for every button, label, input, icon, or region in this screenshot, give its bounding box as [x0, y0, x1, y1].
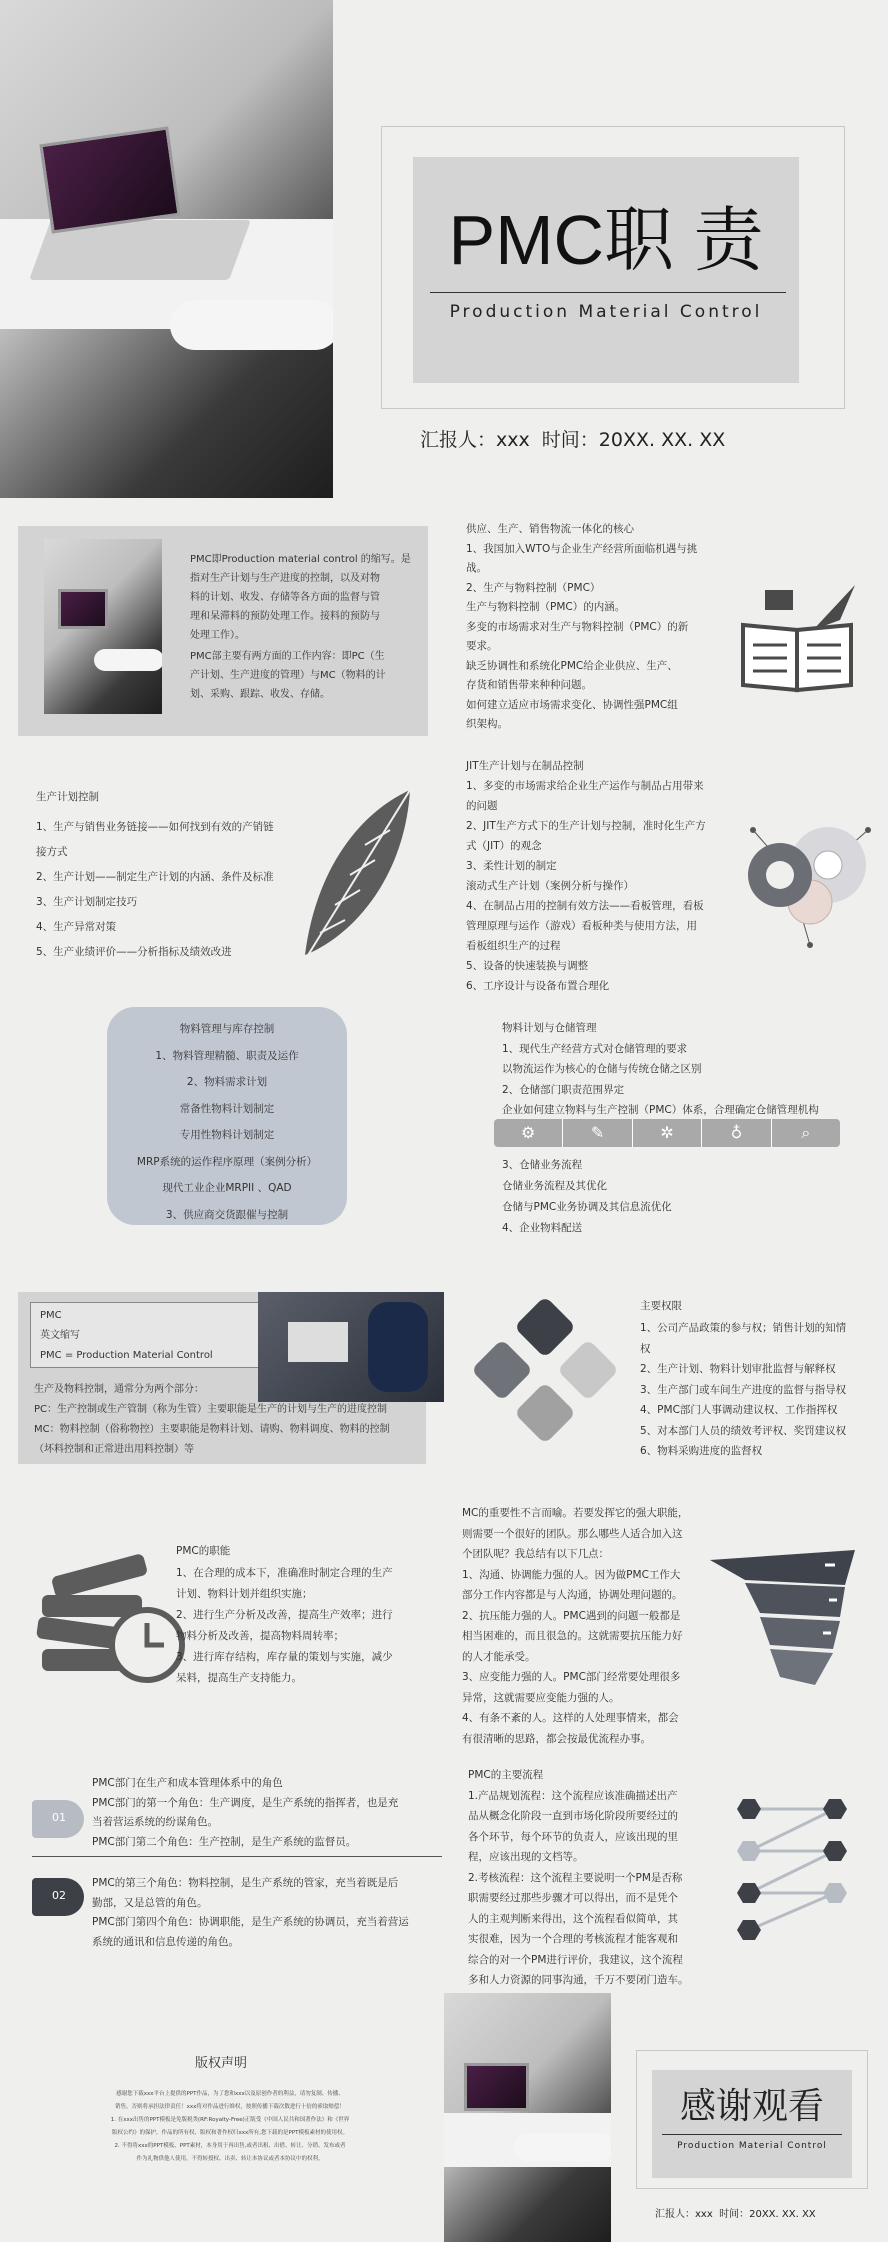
- important-text: MC的重要性不言而喻。若要发挥它的强大职能， 则需要一个很好的团队。那么哪些人适合加入这 个团队呢？我总结有以下几点： 1、沟通、协调能力强的人。因为做PMC工作大 部分工作内容都是与人沟通，协调处理问题的。 2、抗压能力强的人。PMC遇到的问题一般都是 相当困难的，而且很急的。这就需要抗压能力好 的人才能承受。 3、应变能力强的人。PMC部门经常要处理很多 异常，这就需要应变能力强的人。 4、有条不紊的人。这样的人处理事情来，都会 有很清晰的思路，都会按最优流程办事。: [462, 1507, 689, 1745]
- diamond-bottom: [514, 1382, 576, 1444]
- copyright-title: 版权声明: [195, 2056, 248, 2071]
- thanks-photo: [444, 1993, 611, 2242]
- cover-title: PMC职 责: [448, 201, 764, 279]
- settings-icon: ⚙: [494, 1119, 563, 1147]
- badge-02-label: 02: [52, 1889, 66, 1902]
- roles-group2: PMC的第三个角色：物料控制，是生产系统的管家，充当着既是后 勤部，又是总管的角色。 PMC部门第四个角色：协调职能，是生产系统的协调员，充当着营运 系统的通讯和信息传递的角色。: [92, 1877, 409, 1948]
- roles-group1: PMC部门在生产和成本管理体系中的角色 PMC部门的第一个角色：生产调度，是生产系统的指挥者，也是充 当着营运系统的纷谋角色。 PMC部门第二个角色：生产控制，是生产系统的监督员。: [92, 1777, 399, 1848]
- warehouse-icon-bar: [494, 1119, 840, 1147]
- thanks-subtitle: Production Material Control: [677, 2141, 827, 2151]
- bulb-icon: ♁: [702, 1119, 771, 1147]
- cover-reporter: 汇报人：xxx 时间：20XX. XX. XX: [420, 429, 726, 451]
- thanks-divider: [662, 2134, 842, 2135]
- jit-text: JIT生产计划与在制品控制 1、多变的市场需求给企业生产运作与制品占用带来 的问题 2、JIT生产方式下的生产计划与控制，准时化生产方 式（JIT）的观念 3、柔性计划的制定 滚动式生产计划（案例分析与操作） 4、在制品占用的控制有效方法——看板管理，看板 管理原理与运作（游戏）看板种类与使用方法，用 看板组织生产的过程 5、设备的快速装换与调整 6、工序设计与设备布置合理化: [466, 760, 706, 992]
- circles-graphic: [738, 820, 873, 950]
- diamond-left: [471, 1339, 533, 1401]
- abbr-body: 生产及物料控制，通常分为两个部分： PC：生产控制或生产管制（称为生管）主要职能是生产的计划与生产的进度控制 MC：物料控制（俗称物控）主要职能是物料计划、请购、物料调度、物料的控制 （坏料控制和正常进出用料控制）等: [34, 1384, 390, 1455]
- zigzag-hex-graphic: [735, 1795, 855, 1940]
- copyright-lines: 感谢您下载xxx平台上提供的PPT作品，为了您和xxx以及原创作者的利益，请勿复制、传播、 销售，否则将承担法律责任！xxx将对作品进行维权，按照传播下载次数进行十倍的索取赔偿！ 1. 在xxx出售的PPT模板是免版税类(RF:Royalty-Free)正版受《中国人民共和国著作法》和《世界 版权公约》的保护，作品的所有权、版权和著作权归xxx所有,您下载的是PPT模板素材的使用权。 2. 不得将xxx的PPT模板、PPT素材，本身用于再出售,或者出租、出借、转让、分销、发布或者 作为礼物供他人使用，不得转授权、出卖、转让本协议或者本协议中的权利。: [110, 2091, 350, 2162]
- warehouse-top: 物料计划与仓储管理 1、现代生产经营方式对仓储管理的要求 以物流运作为核心的仓储与传统仓储之区别 2、仓储部门职责范围界定 企业如何建立物料与生产控制（PMC）体系，合理确定仓储管理机构: [502, 1022, 819, 1116]
- plan-title: 生产计划控制: [36, 791, 99, 803]
- duty-list: 1、在合理的成本下，准确准时制定合理的生产 计划、物料计划并组织实施； 2、进行生产分析及改善，提高生产效率；进行 物料分析及改善，提高物料周转率； 3、进行库存结构，库存量的策划与实施，减少 呆料，提高生产支持能力。: [176, 1567, 393, 1684]
- diamond-top: [514, 1296, 576, 1358]
- pen-icon: ✎: [563, 1119, 632, 1147]
- diamond-right: [557, 1339, 619, 1401]
- gear-icon: ✲: [633, 1119, 702, 1147]
- feather-icon: [295, 785, 425, 970]
- cover-photo: [0, 0, 333, 498]
- warehouse-bottom: 3、仓储业务流程 仓储业务流程及其优化 仓储与PMC业务协调及其信息流优化 4、企业物料配送: [502, 1159, 672, 1234]
- intro-text: PMC即Production material control 的缩写。是 指对生产计划与生产进度的控制，以及对物 料的计划、收发、存储等各方面的监督与管 理和呆滞料的预防处理工作。接料的预防与 处理工作）。 PMC部主要有两方面的工作内容：即PC（生 产计划、生产进度的管理）与MC（物料的计 划、采购、跟踪、收发、存储。: [190, 554, 411, 700]
- supply-text: 供应、生产、销售物流一体化的核心 1、我国加入WTO与企业生产经营所面临机遇与挑 战。 2、生产与物料控制（PMC） 生产与物料控制（PMC）的内涵。 多变的市场需求对生产与物料控制（PMC）的新 要求。 缺乏协调性和系统化PMC给企业供应、生产、 存货和销售带来种种问题。 如何建立适应市场需求变化、协调性强PMC组 织架构。: [466, 523, 698, 730]
- search-icon: ⌕: [801, 1123, 811, 1142]
- ribbon-graphic: [705, 1545, 865, 1690]
- plan-list: 1、生产与销售业务链接——如何找到有效的产销链 接方式 2、生产计划——制定生产计划的内涵、条件及标准 3、生产计划制定技巧 4、生产异常对策 5、生产业绩评价——分析指标及绩效改进: [36, 821, 274, 958]
- thanks-title: 感谢观看: [679, 2086, 824, 2127]
- roles-divider: [32, 1856, 442, 1857]
- book-quill-icon: [735, 580, 865, 695]
- badge-01-label: 01: [52, 1811, 66, 1824]
- authority-title: 主要权限: [640, 1300, 682, 1312]
- cover-subtitle: Production Material Control: [449, 302, 763, 322]
- flow-text: PMC的主要流程 1.产品规划流程：这个流程应该准确描述出产 品从概念化阶段一直到市场化阶段所要经过的 各个环节，每个环节的负责人，应该出现的里 程，应该出现的文档等。 2.考核流程：这个流程主要说明一个PM是否称 职需要经过那些步骤才可以得出，而不是凭个 人的主观判断来得出，这个流程看似简单，其 实很难，因为一个合理的考核流程才能客观和 综合的对一个PM进行评价，我建议，这个流程 多和人力资源的同事沟通，千万不要闭门造车。: [468, 1769, 689, 1986]
- cover-divider: [430, 292, 786, 293]
- abbr-lines: PMC 英文缩写 PMC = Production Material Control: [40, 1310, 213, 1361]
- diamond-diagram: [470, 1295, 620, 1450]
- material-list: 物料管理与库存控制 1、物料管理精髓、职责及运作 2、物料需求计划 常备性物料计划制定 专用性物料计划制定 MRP系统的运作程序原理（案例分析） 现代工业企业MRPII 、QAD 3、供应商交货跟催与控制: [136, 1023, 318, 1221]
- books-clock-icon: [32, 1545, 197, 1690]
- intro-photo: [44, 539, 162, 714]
- thanks-reporter: 汇报人：xxx 时间：20XX. XX. XX: [655, 2209, 816, 2220]
- duty-title: PMC的职能: [176, 1545, 231, 1557]
- authority-list: 1、公司产品政策的参与权；销售计划的知情 权 2、生产计划、物料计划审批监督与解释权 3、生产部门或车间生产进度的监督与指导权 4、PMC部门人事调动建议权、工作指挥权 5、对本部门人员的绩效考评权、奖罚建议权 6、物料采购进度的监督权: [640, 1322, 847, 1457]
